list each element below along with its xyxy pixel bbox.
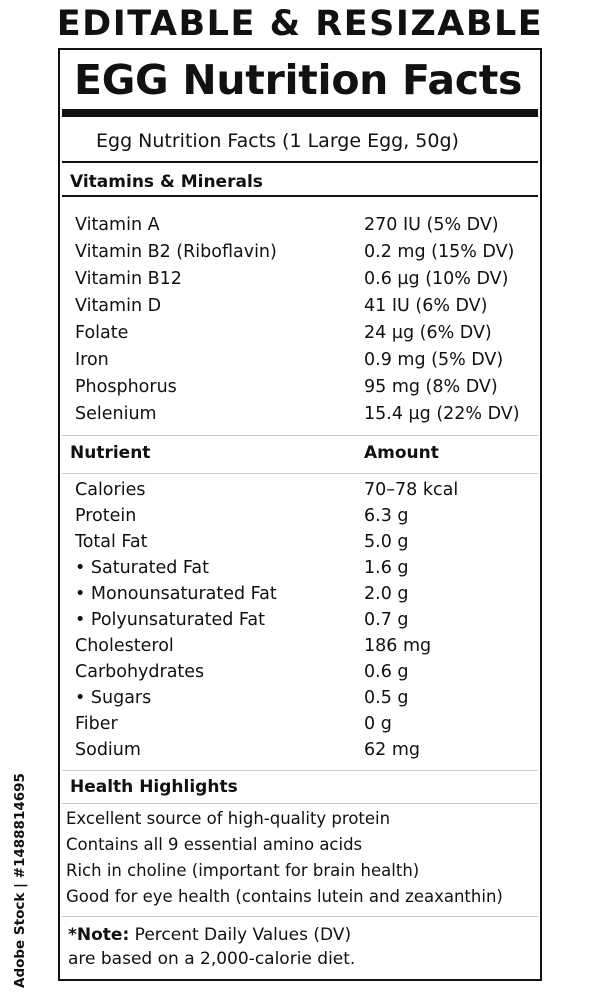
nutrient-amount: 5.0 g <box>364 532 409 552</box>
vitamins-heading: Vitamins & Minerals <box>70 172 263 192</box>
footnote-line-1 <box>68 923 538 947</box>
note-label: *Note: <box>68 925 130 945</box>
vitamin-row <box>75 239 535 265</box>
vitamins-end-divider <box>62 435 538 436</box>
nutrient-row <box>75 633 535 659</box>
nutrient-name: Carbohydrates <box>75 662 205 682</box>
vitamin-row <box>75 401 535 427</box>
vitamin-name: Vitamin B12 <box>75 269 182 289</box>
nutrient-name: Sodium <box>75 740 141 760</box>
vitamins-divider <box>62 195 538 197</box>
vitamin-row <box>75 347 535 373</box>
nutrient-row <box>75 737 535 763</box>
banner-heading: EDITABLE & RESIZABLE <box>56 4 544 44</box>
nutrient-row <box>75 555 535 581</box>
vitamin-amount: 24 µg (6% DV) <box>364 323 492 343</box>
vitamin-amount: 95 mg (8% DV) <box>364 377 498 397</box>
vitamin-name: Vitamin D <box>75 296 162 316</box>
highlight-item: Excellent source of high-quality protein <box>66 809 391 828</box>
highlights-heading: Health Highlights <box>70 777 238 797</box>
vitamin-row <box>75 320 535 346</box>
nutrient-name: • Sugars <box>75 688 152 708</box>
vitamin-name: Selenium <box>75 404 157 424</box>
serving-size: Egg Nutrition Facts (1 Large Egg, 50g) <box>96 130 459 152</box>
vitamin-row <box>75 266 535 292</box>
nutrient-row <box>75 503 535 529</box>
stock-watermark-id: Adobe Stock | #1488814695 <box>12 773 28 988</box>
nutrient-amount: 0.6 g <box>364 662 409 682</box>
title-divider <box>62 109 538 117</box>
nutrient-name: Cholesterol <box>75 636 174 656</box>
nutrient-name: • Polyunsaturated Fat <box>75 610 265 630</box>
highlight-item: Good for eye health (contains lutein and zeaxanthin) <box>66 887 503 906</box>
nutrient-name: Calories <box>75 480 146 500</box>
nutrient-amount: 6.3 g <box>364 506 409 526</box>
nutrition-label <box>58 48 542 981</box>
vitamin-amount: 41 IU (6% DV) <box>364 296 488 316</box>
nutrient-amount: 0.5 g <box>364 688 409 708</box>
vitamin-name: Iron <box>75 350 109 370</box>
highlights-end-divider <box>62 916 538 917</box>
vitamin-row <box>75 293 535 319</box>
highlights-divider <box>62 803 538 804</box>
nutrient-row <box>75 529 535 555</box>
nutrient-row <box>75 607 535 633</box>
footnote-line-2: are based on a 2,000-calorie diet. <box>68 949 356 969</box>
vitamin-amount: 270 IU (5% DV) <box>364 215 499 235</box>
serving-divider <box>62 161 538 163</box>
nutrient-amount: 2.0 g <box>364 584 409 604</box>
nutrient-row <box>75 477 535 503</box>
nutrient-row <box>75 659 535 685</box>
nutrient-amount: 70–78 kcal <box>364 480 459 500</box>
vitamin-name: Phosphorus <box>75 377 177 397</box>
nutrient-row <box>75 581 535 607</box>
nutrient-name: • Monounsaturated Fat <box>75 584 277 604</box>
vitamin-name: Folate <box>75 323 129 343</box>
vitamin-name: Vitamin A <box>75 215 160 235</box>
nutrient-row <box>75 685 535 711</box>
nutrient-amount: 0 g <box>364 714 392 734</box>
nutrient-column-header: Nutrient <box>70 443 151 463</box>
amount-column-header: Amount <box>364 443 439 463</box>
note-text: Percent Daily Values (DV) <box>129 925 352 945</box>
vitamin-amount: 0.6 µg (10% DV) <box>364 269 509 289</box>
vitamin-row <box>75 212 535 238</box>
nutrient-amount: 1.6 g <box>364 558 409 578</box>
nutrient-name: • Saturated Fat <box>75 558 209 578</box>
vitamin-amount: 15.4 µg (22% DV) <box>364 404 520 424</box>
nutrients-divider <box>62 473 538 474</box>
nutrient-row <box>75 711 535 737</box>
vitamin-amount: 0.2 mg (15% DV) <box>364 242 515 262</box>
nutrient-amount: 0.7 g <box>364 610 409 630</box>
vitamin-row <box>75 374 535 400</box>
vitamin-name: Vitamin B2 (Riboflavin) <box>75 242 277 262</box>
vitamin-amount: 0.9 mg (5% DV) <box>364 350 504 370</box>
nutrients-end-divider <box>62 770 538 771</box>
label-title: EGG Nutrition Facts <box>74 56 523 104</box>
nutrient-amount: 62 mg <box>364 740 420 760</box>
nutrient-name: Fiber <box>75 714 118 734</box>
highlight-item: Contains all 9 essential amino acids <box>66 835 363 854</box>
nutrient-name: Protein <box>75 506 137 526</box>
nutrient-name: Total Fat <box>75 532 148 552</box>
highlight-item: Rich in choline (important for brain health) <box>66 861 420 880</box>
nutrient-amount: 186 mg <box>364 636 432 656</box>
